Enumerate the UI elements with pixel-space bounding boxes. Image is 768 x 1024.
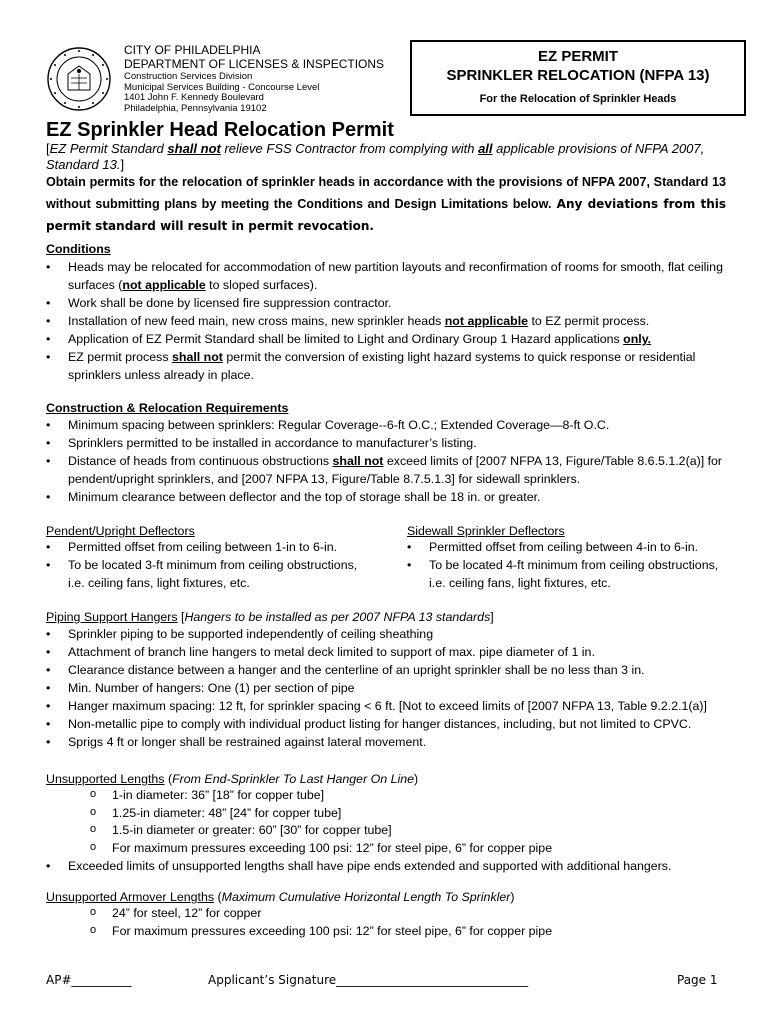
sidewall-section [407,524,727,592]
construction-section [46,401,736,506]
list-item: • Minimum clearance between deflector and the top of storage shall be 18 in. or greater. [46,488,736,506]
list-item: • Attachment of branch line hangers to metal deck limited to support of max. pipe diameter of 1 in. [46,643,746,661]
obtain-paragraph: Obtain permits for the relocation of sprinkler heads in accordance with the provisions of NFPA 2007, Standard 13 without submitting plans by meeting the Conditions and Design Limitations below. Any deviations from this permit standard will result in permit revocation. [46,175,727,233]
list-item: • Sprigs 4 ft or longer shall be restrained against lateral movement. [46,733,746,751]
construction-heading: Construction & Relocation Requirements [46,401,289,415]
list-item: • Non-metallic pipe to comply with individual product listing for hanger distances, including, but not limited to CPVC. [46,715,746,733]
list-item: • Min. Number of hangers: One (1) per section of pipe [46,679,746,697]
pendent-heading: Pendent/Upright Deflectors [46,524,195,538]
list-item: • Sprinklers permitted to be installed in accordance to manufacturer’s listing. [46,434,736,452]
list-item: • Permitted offset from ceiling between 1-in to 6-in. [46,538,366,556]
list-item: • Work shall be done by licensed fire suppression contractor. [46,294,736,312]
conditions-section [46,242,736,384]
list-item: o 1.5-in diameter or greater: 60” [30” for copper tube] [46,822,746,840]
sidewall-heading: Sidewall Sprinkler Deflectors [407,524,565,538]
unsupported-heading: Unsupported Lengths [46,772,165,786]
list-item: • Installation of new feed main, new cross mains, new sprinkler heads not applicable to EZ permit process. [46,312,736,330]
list-item: • Heads may be relocated for accommodation of new partition layouts and reconfirmation of rooms for smooth, flat ceiling surfaces (not applicable to sloped surfaces). [46,258,736,294]
division-name: Construction Services Division [124,70,253,82]
permit-note: [EZ Permit Standard shall not relieve FSS Contractor from complying with all applicable provisions of NFPA 2007, Standard 13.] [46,141,705,172]
pendent-section [46,524,366,592]
city-name: CITY OF PHILADELPHIA [124,43,261,57]
list-item: o 24” for steel, 12” for copper [46,905,746,923]
list-item: • To be located 3-ft minimum from ceiling obstructions, i.e. ceiling fans, light fixtures, etc. [46,556,366,592]
permit-type-box [410,40,746,116]
page-title: EZ Sprinkler Head Relocation Permit [46,119,394,141]
city-state-zip: Philadelphia, Pennsylvania 19102 [124,103,267,115]
list-item: • Application of EZ Permit Standard shall be limited to Light and Ordinary Group 1 Hazard applications only. [46,330,736,348]
building-name: Municipal Services Building - Concourse Level [124,81,320,93]
list-item: o For maximum pressures exceeding 100 psi: 12” for steel pipe, 6” for copper pipe [46,923,746,941]
hangers-section: Piping Support Hangers [Hangers to be installed as per 2007 NFPA 13 standards] • Sprinkler piping to be supported independently of ceiling sheathing • Attachment of branch line hangers to metal deck limited to support of max. pipe diameter of 1 in. • Clearance distance between a hanger and the centerline of an upright sprinkler shall be no less than 3 in. • Min. Number of hangers: One (1) per section of pipe • Hanger maximum spacing: 12 ft, for sprinkler spacing < 6 ft. [Not to exceed limits of [2007 NFPA 13, Table 9.2.2.1(a)] • Non-metallic pipe to comply with individual product listing for hanger distances, including, but not limited to CPVC. • Sprigs 4 ft or longer shall be restrained against lateral movement. [46,610,746,751]
street-address: 1401 John F. Kennedy Boulevard [124,92,264,104]
unsupported-section: Unsupported Lengths (From End-Sprinkler To Last Hanger On Line) o 1-in diameter: 36” [18” for copper tube] o 1.25-in diameter: 48” [24” for copper tube] o 1.5-in diameter or greater: 60” [30” for copper tube] o For maximum pressures exceeding 100 psi: 12” for steel pipe, 6” for copper pipe • Exceeded limits of unsupported lengths shall have pipe ends extended and supported with additional hangers. [46,772,746,875]
box-description: For the Relocation of Sprinkler Heads [479,93,677,105]
list-item: • Sprinkler piping to be supported independently of ceiling sheathing [46,625,746,643]
department-header [124,44,384,115]
hangers-heading: Piping Support Hangers [46,610,178,624]
list-item: o 1-in diameter: 36” [18” for copper tube] [46,787,746,805]
list-item: • Permitted offset from ceiling between 4-in to 6-in. [407,538,727,556]
list-item: • To be located 4-ft minimum from ceiling obstructions, i.e. ceiling fans, light fixtures, etc. [407,556,727,592]
city-seal [46,46,112,112]
page-number: Page 1 [677,973,718,987]
list-item: • Distance of heads from continuous obstructions shall not exceed limits of [2007 NFPA 13, Figure/Table 8.6.5.1.2(a)] for pendent/upright sprinklers, and [2007 NFPA 13, Figure/Table 8.7.5.1.3] for sidewall sprinklers. [46,452,736,488]
ap-number-field[interactable]: AP#__________ [46,973,132,987]
box-subtitle: SPRINKLER RELOCATION (NFPA 13) [446,67,710,84]
list-item: o 1.25-in diameter: 48” [24” for copper tube] [46,805,746,823]
list-item: • Hanger maximum spacing: 12 ft, for sprinkler spacing < 6 ft. [Not to exceed limits of [2007 NFPA 13, Table 9.2.2.1(a)] [46,697,746,715]
applicant-signature-field[interactable]: Applicant’s Signature________________________________ [208,973,529,987]
list-item: o For maximum pressures exceeding 100 psi: 12” for steel pipe, 6” for copper pipe [46,840,746,858]
list-item: • Clearance distance between a hanger and the centerline of an upright sprinkler shall be no less than 3 in. [46,661,746,679]
list-item: • Minimum spacing between sprinklers: Regular Coverage--6-ft O.C.; Extended Coverage—8-ft O.C. [46,416,736,434]
armover-section: Unsupported Armover Lengths (Maximum Cumulative Horizontal Length To Sprinkler) o 24” for steel, 12” for copper o For maximum pressures exceeding 100 psi: 12” for steel pipe, 6” for copper pipe [46,890,746,940]
list-item: • EZ permit process shall not permit the conversion of existing light hazard systems to quick response or residential sprinklers unless already in place. [46,348,736,384]
list-item: • Exceeded limits of unsupported lengths shall have pipe ends extended and supported with additional hangers. [46,857,746,875]
conditions-heading: Conditions [46,242,111,256]
department-name: DEPARTMENT OF LICENSES & INSPECTIONS [124,56,385,71]
box-title: EZ PERMIT [537,48,618,65]
armover-heading: Unsupported Armover Lengths [46,890,215,904]
